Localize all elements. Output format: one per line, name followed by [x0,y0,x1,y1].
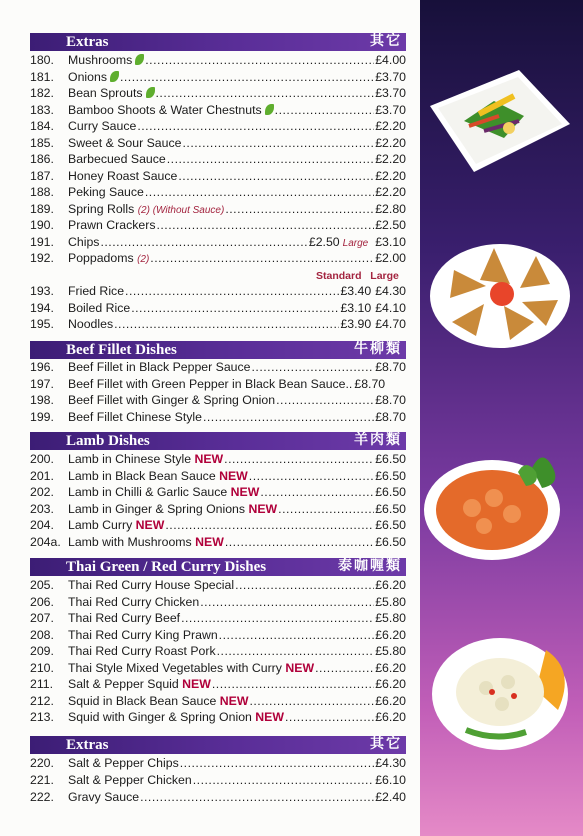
item-number: 180. [30,53,54,67]
item-name: Spring Rolls (2) (Without Sauce) [68,201,225,216]
item-price: £5.80 [375,644,406,658]
menu-item [30,102,406,118]
section-title-chinese: 泰咖喱類 [338,559,402,574]
item-price: £2.40 [375,790,406,804]
item-name: Lamb in Chinese Style NEW [68,452,224,466]
item-number: 206. [30,594,54,609]
vegetarian-leaf-icon [110,71,119,82]
item-name: Prawn Crackers [68,218,156,232]
menu-item [30,755,406,771]
item-number: 182. [30,86,54,100]
menu-item [30,643,406,659]
menu-item [30,151,406,167]
section-title: Extras [66,34,109,50]
item-price: £6.50 [375,452,406,466]
item-price: £3.70 [375,69,406,84]
section-header-thai [30,558,406,576]
menu-item [30,69,406,85]
item-name: Thai Red Curry Beef [68,611,181,625]
menu-item [30,376,406,392]
new-badge: NEW [255,710,284,724]
standard-header: Standard [316,270,362,282]
section-header-beef [30,341,406,359]
item-price: £2.00 [375,251,406,265]
item-number: 184. [30,119,54,133]
item-number: 183. [30,102,54,117]
item-price: £4.30 [375,756,406,770]
item-price-large: £3.10 [375,234,406,249]
menu-item [30,283,406,299]
item-name: Squid in Black Bean Sauce NEW [68,693,249,708]
menu-item [30,392,406,408]
item-name: Beef Fillet with Green Pepper in Black Bean Sauce.. [68,376,353,391]
item-name: Poppadoms (2) [68,251,150,265]
menu-item [30,517,406,533]
item-name: Beef Fillet Chinese Style [68,409,202,424]
menu-item [30,250,406,266]
item-name: Lamb in Chilli & Garlic Sauce NEW [68,485,260,499]
new-badge: NEW [248,501,278,516]
item-number: 190. [30,218,54,232]
menu-item [30,484,406,500]
item-name: Lamb Curry NEW [68,518,165,532]
item-price: £2.20 [375,119,406,133]
menu-item [30,217,406,233]
item-number: 207. [30,611,54,625]
item-price: £2.20 [375,168,406,183]
section-header-extras-2 [30,736,406,754]
item-name: Chips [68,234,100,249]
menu-item [30,660,406,676]
new-badge: NEW [182,677,211,691]
item-name: Boiled Rice [68,300,131,315]
item-number: 181. [30,69,54,84]
item-name: Mushrooms [68,52,144,68]
item-number: 185. [30,135,54,150]
section-title-chinese: 羊肉類 [354,433,402,448]
item-number: 191. [30,234,54,249]
item-price: £4.00 [375,53,406,67]
prawn-toast-photo [424,240,574,360]
item-number: 222. [30,790,54,804]
menu-item [30,501,406,517]
item-name: Beef Fillet with Ginger & Spring Onion [68,393,276,407]
item-number: 208. [30,627,54,642]
menu-item [30,451,406,467]
menu-item [30,52,406,68]
item-number: 194. [30,300,54,315]
menu-item [30,409,406,425]
item-price: £5.80 [375,611,406,625]
item-price: £6.20 [375,710,406,724]
menu-item [30,789,406,805]
new-badge: NEW [285,660,315,675]
item-price: £8.70 [375,409,406,424]
new-badge: NEW [194,452,224,466]
item-name: Thai Red Curry House Special [68,578,235,592]
item-name: Barbecued Sauce [68,152,166,166]
item-name: Fried Rice [68,284,125,298]
item-price: £5.80 [375,594,406,609]
section-title-chinese: 其它 [370,737,402,752]
item-price: £6.20 [375,660,406,675]
section-title: Thai Green / Red Curry Dishes [66,559,267,575]
item-price: £6.50 [375,534,406,549]
item-number: 201. [30,468,54,483]
item-price: £3.70 [375,86,406,100]
section-title: Lamb Dishes [66,433,150,449]
item-price: £2.20 [375,135,406,150]
item-price: £6.50 [375,485,406,499]
menu-item [30,300,406,316]
item-number: 188. [30,185,54,199]
menu-item [30,184,406,200]
item-price: £2.20 [375,185,406,199]
item-name: Thai Style Mixed Vegetables with Curry NEW [68,660,315,675]
vegetarian-leaf-icon [146,87,155,98]
menu-item [30,594,406,610]
item-number: 189. [30,201,54,216]
menu-item [30,359,406,375]
item-name: Peking Sauce [68,185,144,199]
item-number: 195. [30,317,54,331]
item-number: 204. [30,518,54,532]
menu-item [30,610,406,626]
item-price: £8.70 [375,393,406,407]
item-number: 193. [30,284,54,298]
new-badge: NEW [230,485,260,499]
item-price: £8.70 [354,376,386,391]
menu-item [30,201,406,217]
menu-item [30,693,406,709]
item-number: 205. [30,578,54,592]
item-name: Salt & Pepper Squid NEW [68,677,211,691]
item-price: £2.80 [375,201,406,216]
item-name: Honey Roast Sauce [68,168,178,183]
item-price-large: £4.30 [375,284,406,298]
item-number: 198. [30,393,54,407]
menu-item [30,627,406,643]
item-number: 192. [30,251,54,265]
photo-panel [420,0,583,836]
item-name: Salt & Pepper Chicken [68,773,192,787]
item-price: £3.40 [340,284,372,298]
menu-item [30,85,406,101]
item-name: Salt & Pepper Chips [68,756,179,770]
item-price: £6.10 [375,773,406,787]
item-number: 199. [30,409,54,424]
item-price: £6.20 [375,677,406,691]
menu-item [30,135,406,151]
item-price: £6.50 [375,501,406,516]
item-number: 187. [30,168,54,183]
item-number: 209. [30,644,54,658]
section-title-chinese: 牛柳類 [354,342,402,357]
item-price: £6.20 [375,693,406,708]
new-badge: NEW [219,693,249,708]
item-number: 211. [30,677,54,691]
size-column-headers [316,270,399,282]
vegetarian-leaf-icon [135,54,144,65]
section-title-chinese: 其它 [370,34,402,49]
item-price-large: £4.70 [375,317,406,331]
menu-item [30,316,406,332]
menu-item [30,772,406,788]
section-header-lamb [30,432,406,450]
item-name: Thai Red Curry Chicken [68,594,200,609]
section-header-extras [30,33,406,51]
item-price: £2.20 [375,152,406,166]
menu-item [30,534,406,550]
item-number: 186. [30,152,54,166]
item-price: £3.10 [340,300,372,315]
menu-item [30,118,406,134]
item-number: 202. [30,485,54,499]
item-name: Beef Fillet in Black Pepper Sauce [68,360,251,374]
item-number: 200. [30,452,54,466]
item-number: 212. [30,693,54,708]
item-number: 197. [30,376,54,391]
item-number: 210. [30,660,54,675]
item-name: Lamb in Black Bean Sauce NEW [68,468,248,483]
vegetarian-leaf-icon [265,104,274,115]
section-title: Extras [66,737,109,753]
stir-fry-vegetables-photo [424,66,574,176]
large-label: Large [342,237,369,249]
item-note: (2) [137,254,150,265]
item-name: Thai Red Curry King Prawn [68,627,218,642]
new-badge: NEW [219,468,248,483]
item-name: Curry Sauce [68,119,137,133]
item-number: 213. [30,710,54,724]
item-number: 204a. [30,534,61,549]
new-badge: NEW [135,518,165,532]
new-badge: NEW [195,534,224,549]
menu-item [30,168,406,184]
menu-item [30,676,406,692]
item-name: Bean Sprouts [68,85,155,101]
item-price: £2.50 [308,234,340,249]
item-price: £8.70 [375,360,406,374]
squid-salad-photo [426,630,576,760]
item-price: £6.50 [375,518,406,532]
item-price: £6.20 [375,578,406,592]
item-number: 221. [30,773,54,787]
menu-item [30,234,406,250]
item-price: £6.20 [375,627,406,642]
large-header: Large [370,270,399,282]
item-price: £2.50 [375,218,406,232]
section-title: Beef Fillet Dishes [66,342,177,358]
item-name: Lamb in Ginger & Spring Onions NEW [68,501,278,516]
item-name: Onions [68,69,119,85]
item-name: Noodles [68,317,114,331]
item-number: 196. [30,360,54,374]
item-name: Lamb with Mushrooms NEW [68,534,224,549]
item-number: 220. [30,756,54,770]
item-note: (2) (Without Sauce) [137,204,225,216]
menu-item [30,577,406,593]
item-price: £3.70 [375,102,406,117]
item-price-large: £4.10 [375,300,406,315]
item-price: £3.90 [340,317,372,331]
item-price: £6.50 [375,468,406,483]
menu-item [30,709,406,725]
item-name: Bamboo Shoots & Water Chestnuts [68,102,274,118]
item-name: Squid with Ginger & Spring Onion NEW [68,710,284,724]
item-number: 203. [30,501,54,516]
menu-item [30,468,406,484]
item-name: Gravy Sauce [68,790,140,804]
red-curry-prawns-photo [422,438,572,568]
item-name: Thai Red Curry Roast Pork [68,644,216,658]
item-name: Sweet & Sour Sauce [68,135,182,150]
